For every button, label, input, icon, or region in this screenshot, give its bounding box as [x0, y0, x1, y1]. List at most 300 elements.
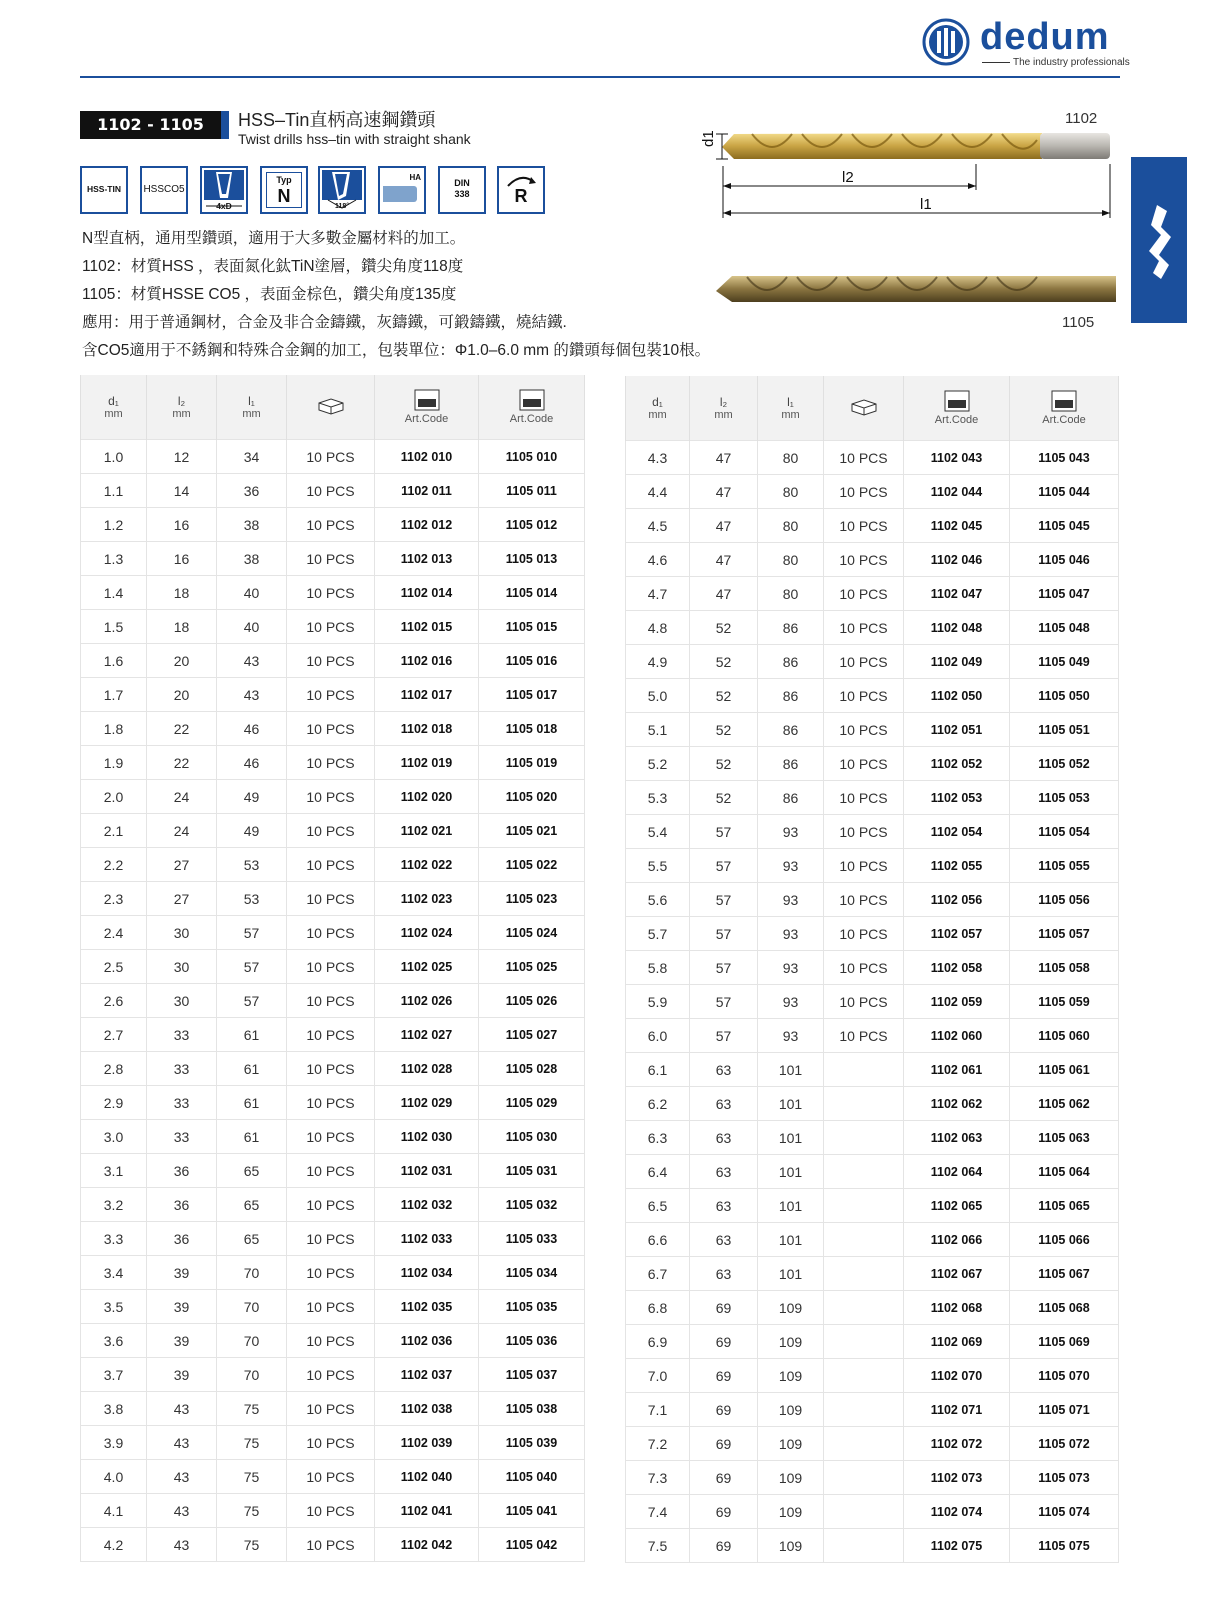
art-code-1102-cell: 1102 026 — [375, 984, 479, 1018]
l1-cell: 65 — [217, 1154, 287, 1188]
art-code-1105-cell: 1105 062 — [1010, 1087, 1119, 1121]
l1-cell: 109 — [758, 1393, 824, 1427]
pack-cell: 10 PCS — [287, 780, 375, 814]
art-code-1105-cell: 1105 049 — [1010, 645, 1119, 679]
table-row — [626, 1529, 1119, 1563]
pack-cell: 10 PCS — [287, 1086, 375, 1120]
l2-cell: 52 — [690, 645, 758, 679]
pack-cell: 10 PCS — [287, 916, 375, 950]
art-code-1105-cell: 1105 075 — [1010, 1529, 1119, 1563]
table-row — [626, 475, 1119, 509]
l1-cell: 86 — [758, 645, 824, 679]
header-pack-icon — [287, 375, 375, 440]
table-row — [626, 611, 1119, 645]
table-row — [81, 1052, 585, 1086]
l2-cell: 47 — [690, 509, 758, 543]
l1-cell: 80 — [758, 441, 824, 475]
art-code-1102-cell: 1102 013 — [375, 542, 479, 576]
d1-cell: 5.0 — [626, 679, 690, 713]
length-4xd-icon: 4xD — [200, 166, 248, 214]
pack-cell: 10 PCS — [824, 917, 904, 951]
art-code-1105-cell: 1105 017 — [479, 678, 585, 712]
l2-cell: 27 — [147, 882, 217, 916]
art-code-1102-cell: 1102 049 — [904, 645, 1010, 679]
art-code-1102-cell: 1102 066 — [904, 1223, 1010, 1257]
l2-cell: 22 — [147, 746, 217, 780]
pack-cell: 10 PCS — [287, 1392, 375, 1426]
l1-cell: 34 — [217, 440, 287, 474]
art-code-1102-cell: 1102 020 — [375, 780, 479, 814]
art-code-1102-cell: 1102 052 — [904, 747, 1010, 781]
art-code-1105-cell: 1105 041 — [479, 1494, 585, 1528]
pack-cell — [824, 1461, 904, 1495]
l1-cell: 40 — [217, 576, 287, 610]
l2-cell: 69 — [690, 1393, 758, 1427]
l1-cell: 61 — [217, 1120, 287, 1154]
l2-cell: 57 — [690, 849, 758, 883]
l1-cell: 75 — [217, 1392, 287, 1426]
l2-cell: 63 — [690, 1121, 758, 1155]
l1-cell: 36 — [217, 474, 287, 508]
d1-cell: 3.4 — [81, 1256, 147, 1290]
l2-cell: 63 — [690, 1189, 758, 1223]
art-code-1102-cell: 1102 019 — [375, 746, 479, 780]
l2-cell: 24 — [147, 780, 217, 814]
pack-cell: 10 PCS — [287, 712, 375, 746]
l2-cell: 63 — [690, 1053, 758, 1087]
art-code-1102-cell: 1102 035 — [375, 1290, 479, 1324]
l1-cell: 101 — [758, 1121, 824, 1155]
pack-cell — [824, 1257, 904, 1291]
table-row — [81, 644, 585, 678]
art-code-1105-cell: 1105 043 — [1010, 441, 1119, 475]
l1-cell: 38 — [217, 542, 287, 576]
d1-cell: 2.4 — [81, 916, 147, 950]
pack-cell: 10 PCS — [287, 1154, 375, 1188]
description-line-3: 1105：材質HSSE CO5 ，表面金棕色，鑽尖角度135度 — [82, 286, 457, 303]
art-code-1102-cell: 1102 011 — [375, 474, 479, 508]
d1-cell: 4.5 — [626, 509, 690, 543]
d1-cell: 7.3 — [626, 1461, 690, 1495]
table-row — [81, 1018, 585, 1052]
art-code-1105-cell: 1105 037 — [479, 1358, 585, 1392]
barcode-icon — [519, 389, 545, 411]
pack-cell — [824, 1495, 904, 1529]
right-hand-cut-icon: R — [497, 166, 545, 214]
l1-cell: 80 — [758, 475, 824, 509]
art-code-1102-cell: 1102 021 — [375, 814, 479, 848]
l1-cell: 57 — [217, 916, 287, 950]
table-row — [81, 780, 585, 814]
art-code-1105-cell: 1105 028 — [479, 1052, 585, 1086]
header-l2: l₂ mm — [690, 376, 758, 441]
l2-cell: 18 — [147, 610, 217, 644]
l2-cell: 14 — [147, 474, 217, 508]
product-title-en: Twist drills hss–tin with straight shank — [238, 131, 471, 147]
art-code-1105-cell: 1105 024 — [479, 916, 585, 950]
table-row — [626, 509, 1119, 543]
l1-cell: 40 — [217, 610, 287, 644]
art-code-1102-cell: 1102 012 — [375, 508, 479, 542]
table-row — [626, 849, 1119, 883]
pack-cell: 10 PCS — [287, 440, 375, 474]
art-code-1105-cell: 1105 066 — [1010, 1223, 1119, 1257]
header-art-code-1105: Art.Code — [1010, 376, 1119, 441]
pack-cell: 10 PCS — [824, 781, 904, 815]
d1-cell: 4.8 — [626, 611, 690, 645]
d1-cell: 1.4 — [81, 576, 147, 610]
pack-cell: 10 PCS — [824, 509, 904, 543]
l2-cell: 16 — [147, 542, 217, 576]
table-row — [626, 1427, 1119, 1461]
art-code-1105-cell: 1105 038 — [479, 1392, 585, 1426]
d1-cell: 1.5 — [81, 610, 147, 644]
art-code-1105-cell: 1105 059 — [1010, 985, 1119, 1019]
art-code-1105-cell: 1105 012 — [479, 508, 585, 542]
art-code-1102-cell: 1102 036 — [375, 1324, 479, 1358]
l2-cell: 57 — [690, 1019, 758, 1053]
header-art-code-1102: Art.Code — [904, 376, 1010, 441]
l2-cell: 12 — [147, 440, 217, 474]
pack-cell: 10 PCS — [287, 814, 375, 848]
art-code-1102-cell: 1102 037 — [375, 1358, 479, 1392]
l1-cell: 109 — [758, 1529, 824, 1563]
table-row — [81, 882, 585, 916]
description-line-4: 應用：用于普通鋼材，合金及非合金鑄鐵，灰鑄鐵，可鍛鑄鐵，燒結鐵. — [82, 314, 567, 331]
pack-cell: 10 PCS — [824, 475, 904, 509]
l1-cell: 61 — [217, 1018, 287, 1052]
l2-cell: 16 — [147, 508, 217, 542]
art-code-1105-cell: 1105 070 — [1010, 1359, 1119, 1393]
art-code-1102-cell: 1102 051 — [904, 713, 1010, 747]
l1-cell: 49 — [217, 780, 287, 814]
pack-cell: 10 PCS — [287, 508, 375, 542]
art-code-1102-cell: 1102 058 — [904, 951, 1010, 985]
art-code-1105-cell: 1105 068 — [1010, 1291, 1119, 1325]
l1-cell: 61 — [217, 1086, 287, 1120]
d1-cell: 6.1 — [626, 1053, 690, 1087]
art-code-1105-cell: 1105 045 — [1010, 509, 1119, 543]
l1-cell: 101 — [758, 1053, 824, 1087]
d1-cell: 1.7 — [81, 678, 147, 712]
d1-cell: 3.3 — [81, 1222, 147, 1256]
l2-cell: 57 — [690, 883, 758, 917]
art-code-1102-cell: 1102 057 — [904, 917, 1010, 951]
table-row — [81, 678, 585, 712]
drill-bit-icon — [1131, 157, 1187, 323]
header-l1: l₁ mm — [217, 375, 287, 440]
d1-cell: 7.0 — [626, 1359, 690, 1393]
l2-cell: 20 — [147, 678, 217, 712]
brand-name: dedum — [980, 16, 1110, 58]
art-code-1102-cell: 1102 056 — [904, 883, 1010, 917]
dim-l2-label: l2 — [842, 169, 854, 186]
l1-cell: 93 — [758, 1019, 824, 1053]
l1-cell: 93 — [758, 985, 824, 1019]
art-code-1105-cell: 1105 047 — [1010, 577, 1119, 611]
art-code-1102-cell: 1102 018 — [375, 712, 479, 746]
table-row — [81, 474, 585, 508]
art-code-1105-cell: 1105 010 — [479, 440, 585, 474]
art-code-1105-cell: 1105 034 — [479, 1256, 585, 1290]
d1-cell: 5.8 — [626, 951, 690, 985]
table-row — [81, 1324, 585, 1358]
d1-cell: 3.7 — [81, 1358, 147, 1392]
art-code-1105-cell: 1105 052 — [1010, 747, 1119, 781]
din-338-icon: DIN 338 — [438, 166, 486, 214]
art-code-1105-cell: 1105 015 — [479, 610, 585, 644]
l2-cell: 36 — [147, 1154, 217, 1188]
hss-tin-icon: HSS-TIN — [80, 166, 128, 214]
l2-cell: 52 — [690, 713, 758, 747]
l2-cell: 69 — [690, 1291, 758, 1325]
art-code-1105-cell: 1105 014 — [479, 576, 585, 610]
art-code-1102-cell: 1102 025 — [375, 950, 479, 984]
art-code-1102-cell: 1102 041 — [375, 1494, 479, 1528]
table-row — [81, 1494, 585, 1528]
l1-cell: 80 — [758, 509, 824, 543]
l2-cell: 43 — [147, 1392, 217, 1426]
table-row — [626, 1121, 1119, 1155]
pack-cell — [824, 1393, 904, 1427]
drill-1102-shank — [1040, 133, 1110, 159]
drill-diagram — [692, 100, 1122, 345]
pack-cell: 10 PCS — [287, 1324, 375, 1358]
l2-cell: 39 — [147, 1290, 217, 1324]
l1-cell: 43 — [217, 678, 287, 712]
barcode-icon — [944, 390, 970, 412]
table-row — [81, 610, 585, 644]
table-row — [626, 1461, 1119, 1495]
l1-cell: 38 — [217, 508, 287, 542]
table-row — [81, 746, 585, 780]
l1-cell: 57 — [217, 950, 287, 984]
art-code-1102-cell: 1102 046 — [904, 543, 1010, 577]
table-row — [81, 576, 585, 610]
d1-cell: 5.7 — [626, 917, 690, 951]
pack-cell: 10 PCS — [287, 678, 375, 712]
description-line-1: N型直柄，通用型鑽頭，適用于大多數金屬材料的加工。 — [82, 230, 466, 247]
d1-cell: 5.4 — [626, 815, 690, 849]
l1-cell: 80 — [758, 543, 824, 577]
pack-cell: 10 PCS — [824, 1019, 904, 1053]
brand-tagline: The industry professionals — [982, 57, 1130, 68]
art-code-1105-cell: 1105 020 — [479, 780, 585, 814]
header-art-code-1102: Art.Code — [375, 375, 479, 440]
pack-cell: 10 PCS — [287, 1052, 375, 1086]
l1-cell: 86 — [758, 713, 824, 747]
art-code-1105-cell: 1105 022 — [479, 848, 585, 882]
pack-cell: 10 PCS — [287, 1018, 375, 1052]
d1-cell: 6.4 — [626, 1155, 690, 1189]
d1-cell: 7.4 — [626, 1495, 690, 1529]
art-code-1102-cell: 1102 034 — [375, 1256, 479, 1290]
l2-cell: 69 — [690, 1529, 758, 1563]
d1-cell: 6.2 — [626, 1087, 690, 1121]
art-code-1105-cell: 1105 044 — [1010, 475, 1119, 509]
pack-cell: 10 PCS — [287, 1256, 375, 1290]
l1-cell: 75 — [217, 1426, 287, 1460]
l2-cell: 57 — [690, 917, 758, 951]
d1-cell: 7.2 — [626, 1427, 690, 1461]
d1-cell: 4.2 — [81, 1528, 147, 1562]
art-code-1102-cell: 1102 024 — [375, 916, 479, 950]
pack-cell: 10 PCS — [287, 1426, 375, 1460]
l2-cell: 18 — [147, 576, 217, 610]
table-row — [626, 713, 1119, 747]
pack-cell: 10 PCS — [287, 746, 375, 780]
art-code-1105-cell: 1105 021 — [479, 814, 585, 848]
pack-cell — [824, 1359, 904, 1393]
table-row — [626, 815, 1119, 849]
l1-cell: 46 — [217, 712, 287, 746]
l1-cell: 75 — [217, 1460, 287, 1494]
d1-cell: 5.6 — [626, 883, 690, 917]
l2-cell: 20 — [147, 644, 217, 678]
art-code-1102-cell: 1102 016 — [375, 644, 479, 678]
d1-cell: 2.3 — [81, 882, 147, 916]
l1-cell: 75 — [217, 1528, 287, 1562]
d1-cell: 6.6 — [626, 1223, 690, 1257]
table-row — [626, 441, 1119, 475]
art-code-1102-cell: 1102 023 — [375, 882, 479, 916]
d1-cell: 3.2 — [81, 1188, 147, 1222]
art-code-1105-cell: 1105 040 — [479, 1460, 585, 1494]
art-code-1105-cell: 1105 018 — [479, 712, 585, 746]
art-code-1105-cell: 1105 050 — [1010, 679, 1119, 713]
table-row — [81, 542, 585, 576]
art-code-1102-cell: 1102 044 — [904, 475, 1010, 509]
l2-cell: 63 — [690, 1155, 758, 1189]
d1-cell: 6.3 — [626, 1121, 690, 1155]
art-code-1102-cell: 1102 040 — [375, 1460, 479, 1494]
l2-cell: 47 — [690, 475, 758, 509]
header-pack-icon — [824, 376, 904, 441]
pack-cell: 10 PCS — [287, 848, 375, 882]
table-row — [81, 508, 585, 542]
art-code-1102-cell: 1102 048 — [904, 611, 1010, 645]
art-code-1102-cell: 1102 063 — [904, 1121, 1010, 1155]
d1-cell: 2.5 — [81, 950, 147, 984]
art-code-1102-cell: 1102 059 — [904, 985, 1010, 1019]
art-code-1105-cell: 1105 039 — [479, 1426, 585, 1460]
l2-cell: 33 — [147, 1120, 217, 1154]
art-code-1105-cell: 1105 026 — [479, 984, 585, 1018]
art-code-1102-cell: 1102 050 — [904, 679, 1010, 713]
pack-cell: 10 PCS — [287, 1290, 375, 1324]
table-row — [626, 883, 1119, 917]
table-row — [626, 1053, 1119, 1087]
l2-cell: 52 — [690, 611, 758, 645]
art-code-1105-cell: 1105 036 — [479, 1324, 585, 1358]
d1-cell: 2.7 — [81, 1018, 147, 1052]
pack-cell: 10 PCS — [287, 1460, 375, 1494]
d1-cell: 1.1 — [81, 474, 147, 508]
pack-cell: 10 PCS — [824, 679, 904, 713]
l1-cell: 75 — [217, 1494, 287, 1528]
art-code-1105-cell: 1105 032 — [479, 1188, 585, 1222]
d1-cell: 7.5 — [626, 1529, 690, 1563]
l1-cell: 46 — [217, 746, 287, 780]
label-1102: 1102 — [1065, 110, 1098, 127]
art-code-1102-cell: 1102 038 — [375, 1392, 479, 1426]
art-code-1102-cell: 1102 067 — [904, 1257, 1010, 1291]
l2-cell: 27 — [147, 848, 217, 882]
art-code-1102-cell: 1102 053 — [904, 781, 1010, 815]
art-code-1105-cell: 1105 035 — [479, 1290, 585, 1324]
l1-cell: 93 — [758, 815, 824, 849]
table-row — [626, 1223, 1119, 1257]
art-code-1102-cell: 1102 060 — [904, 1019, 1010, 1053]
pack-cell: 10 PCS — [287, 1188, 375, 1222]
d1-cell: 1.0 — [81, 440, 147, 474]
l2-cell: 36 — [147, 1188, 217, 1222]
art-code-1102-cell: 1102 075 — [904, 1529, 1010, 1563]
pack-cell: 10 PCS — [824, 441, 904, 475]
table-row — [81, 1358, 585, 1392]
l1-cell: 109 — [758, 1461, 824, 1495]
l2-cell: 57 — [690, 985, 758, 1019]
pack-cell: 10 PCS — [287, 984, 375, 1018]
art-code-1105-cell: 1105 054 — [1010, 815, 1119, 849]
art-code-1102-cell: 1102 032 — [375, 1188, 479, 1222]
l2-cell: 47 — [690, 543, 758, 577]
art-code-1105-cell: 1105 030 — [479, 1120, 585, 1154]
d1-cell: 6.7 — [626, 1257, 690, 1291]
d1-cell: 2.8 — [81, 1052, 147, 1086]
l2-cell: 52 — [690, 747, 758, 781]
l1-cell: 93 — [758, 849, 824, 883]
d1-cell: 3.1 — [81, 1154, 147, 1188]
shank-ha-icon: HA — [378, 166, 426, 214]
art-code-1102-cell: 1102 017 — [375, 678, 479, 712]
d1-cell: 6.8 — [626, 1291, 690, 1325]
art-code-1102-cell: 1102 027 — [375, 1018, 479, 1052]
art-code-1105-cell: 1105 072 — [1010, 1427, 1119, 1461]
art-code-1105-cell: 1105 063 — [1010, 1121, 1119, 1155]
art-code-1105-cell: 1105 057 — [1010, 917, 1119, 951]
l2-cell: 69 — [690, 1325, 758, 1359]
d1-cell: 4.6 — [626, 543, 690, 577]
table-row — [81, 1460, 585, 1494]
art-code-1105-cell: 1105 055 — [1010, 849, 1119, 883]
art-code-1102-cell: 1102 010 — [375, 440, 479, 474]
d1-cell: 2.0 — [81, 780, 147, 814]
l2-cell: 43 — [147, 1528, 217, 1562]
table-row — [626, 645, 1119, 679]
d1-cell: 1.2 — [81, 508, 147, 542]
header-l2: l₂ mm — [147, 375, 217, 440]
l1-cell: 70 — [217, 1358, 287, 1392]
art-code-1102-cell: 1102 068 — [904, 1291, 1010, 1325]
art-code-1102-cell: 1102 055 — [904, 849, 1010, 883]
art-code-1102-cell: 1102 072 — [904, 1427, 1010, 1461]
table-row — [626, 1087, 1119, 1121]
pack-cell: 10 PCS — [824, 645, 904, 679]
table-row — [626, 1393, 1119, 1427]
pack-cell — [824, 1291, 904, 1325]
d1-cell: 4.3 — [626, 441, 690, 475]
art-code-1102-cell: 1102 070 — [904, 1359, 1010, 1393]
table-row — [626, 1019, 1119, 1053]
pack-cell: 10 PCS — [824, 951, 904, 985]
table-row — [81, 1086, 585, 1120]
l1-cell: 80 — [758, 577, 824, 611]
pack-cell: 10 PCS — [824, 577, 904, 611]
header-l1: l₁ mm — [758, 376, 824, 441]
l1-cell: 109 — [758, 1291, 824, 1325]
art-code-1105-cell: 1105 053 — [1010, 781, 1119, 815]
